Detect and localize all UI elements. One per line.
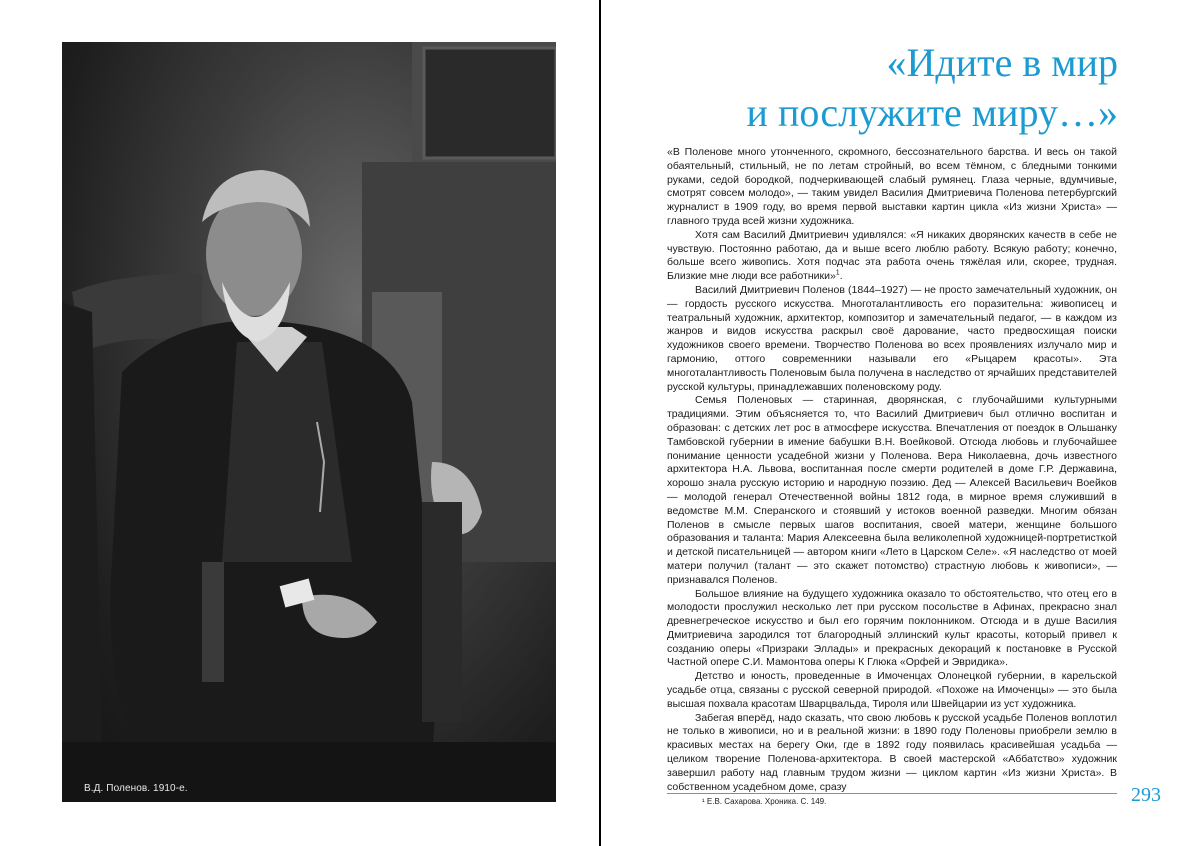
chapter-title [638, 38, 1118, 138]
footnote-rule [667, 793, 1117, 794]
spread-gutter-line [599, 0, 601, 846]
paragraph-3: Василий Дмитриевич Поленов (1844–1927) — не просто замечательный художник, он — гордость русского искусства. Многоталантливость его поразительна: живописец и театральный художник, архитектор, композитор и замечательный педагог, — в каждом из жанров и видов искусства раскрыл своё дарование, часто предвосхищая поиски художников своего времени. Творчество Поленова во всех проявлениях излучало мир и гармонию, оттого современники называли его «Рыцарем красоты». Эта многоталантливость Поленовым была получена в наследство от ярчайших представителей русской культуры, принадлежавших поленовскому роду. [667, 283, 1117, 393]
paragraph-7: Забегая вперёд, надо сказать, что свою любовь к русской усадьбе Поленов воплотил не только в живописи, но и в реальной жизни: в 1890 году Поленовы приобрели землю в красивых местах на берегу Оки, где в 1892 году появилась красивейшая усадьба — целиком творение Поленова-архитектора. В своей мастерской «Аббатство» художник завершил работу над главным трудом жизни — циклом картин «Из жизни Христа». В собственном усадебном доме, сразу [667, 711, 1117, 793]
footnote-marker: 1 [835, 269, 840, 277]
page-number: 293 [1131, 784, 1161, 806]
chapter-title-line-2: и послужите миру…» [746, 90, 1118, 135]
paragraph-5: Большое влияние на будущего художника оказало то обстоятельство, что отец его в молодости прослужил несколько лет при русском посольстве в Афинах, прекрасно знал древнегреческое искусство и был его горячим поклонником. Отсюда и в душе Василия Дмитриевича зародился тот благородный эллинский культ красоты, который привел к созданию оперы «Призраки Эллады» и прекрасных декораций к постановке в Русской Частной опере С.И. Мамонтова оперы К Глюка «Орфей и Эвридика». [667, 587, 1117, 669]
chapter-title-line-1: «Идите в мир [886, 40, 1118, 85]
portrait-photo [62, 42, 556, 802]
paragraph-2-text: Хотя сам Василий Дмитриевич удивлялся: «Я никаких дворянских качеств в себе не чувствую. Постоянно работаю, да и выше всего люблю работу. Всякую работу; конечно, больше всего живопись. Хотя подчас эта работа очень тяжёлая или, скорее, трудная. Близкие мне люди все работники» [667, 228, 1117, 283]
paragraph-2: Хотя сам Василий Дмитриевич удивлялся: «Я никаких дворянских качеств в себе не чувствую. Постоянно работаю, да и выше всего люблю работу. Всякую работу; конечно, больше всего живопись. Хотя подчас эта работа очень тяжёлая или, скорее, трудная. Близкие мне люди все работники»$^1$. [667, 228, 1117, 283]
paragraph-4: Семья Поленовых — старинная, дворянская, с глубочайшими культурными традициями. Этим объясняется то, что Василий Дмитриевич был отлично воспитан и образован: с детских лет рос в атмосфере искусства. Впечатления от поездок в Ольшанку Тамбовской губернии в имение бабушки В.Н. Воейковой. Отсюда любовь и глубочайшее понимание ценности усадебной жизни у Поленова. Вера Николаевна, дочь известного архитектора Н.А. Львова, воспитанная после смерти родителей в доме Г.Р. Державина, хорошо знала русскую историю и народную поэзию. Дед — Алексей Васильевич Воейков — молодой генерал Отечественной войны 1812 года, в мирное время служивший в ведомстве М.М. Сперанского и стоявший у истоков военной разведки. Многим обязан Поленов в смысле первых шагов воспитания, своей матери, женщине большого образования и таланта: Мария Алексеевна была великолепной художницей-портретисткой и детской писательницей — автором книги «Лето в Царском Селе». «Я наследство от моей матери получил (талант — это скажет потомство) страстную любовь к живописи», — признавался Поленов. [667, 394, 1117, 586]
footnote: ¹ Е.В. Сахарова. Хроника. С. 149. [702, 797, 827, 806]
body-text [667, 146, 1117, 794]
photo-caption: В.Д. Поленов. 1910-е. [84, 783, 188, 794]
paragraph-1: «В Поленове много утонченного, скромного, бессознательного барства. И весь он такой обаятельный, стильный, не по летам стройный, во всем тёмном, с бледными тонкими руками, седой бородкой, подчеркивающей слабый румянец. Глаза черные, вдумчивые, смотрят совсем молодо», — таким увидел Василия Дмитриевича Поленова петербургский журналист в 1909 году, во время первой выставки картин цикла «Из жизни Христа» — главного труда всей жизни художника. [667, 146, 1117, 227]
portrait-illustration [62, 42, 556, 802]
paragraph-6: Детство и юность, проведенные в Имоченцах Олонецкой губернии, в карельской усадьбе отца, связаны с русской северной природой. «Похоже на Имоченцы» — это была высшая похвала красотам Шварцвальда, Тироля или Швейцарии из уст художника. [667, 670, 1117, 710]
